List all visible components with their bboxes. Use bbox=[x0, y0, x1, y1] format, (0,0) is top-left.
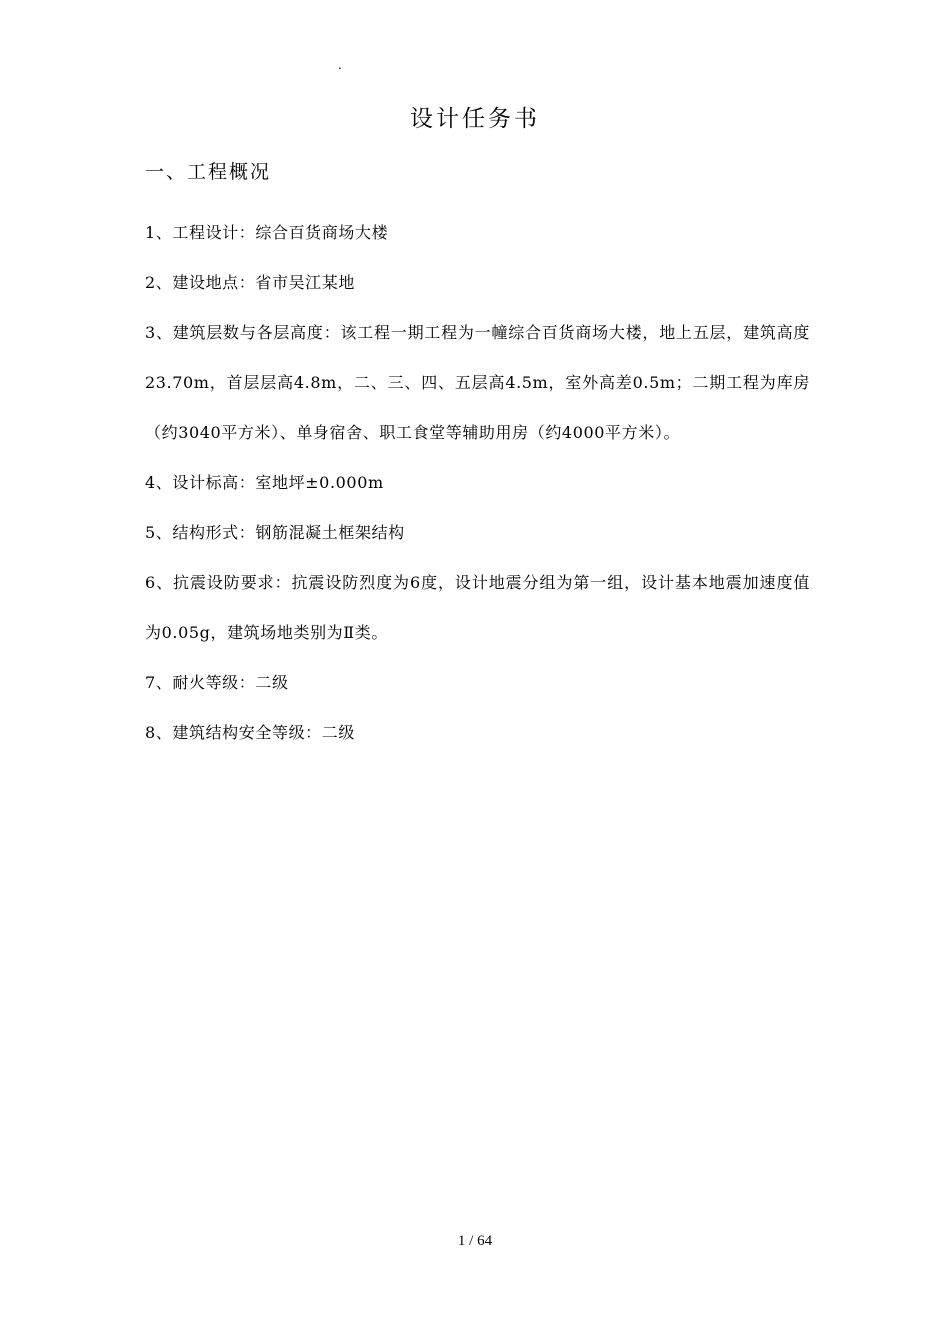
item-structural-safety-grade: 8、建筑结构安全等级：二级 bbox=[145, 723, 355, 742]
page-mark: . bbox=[338, 58, 342, 72]
item-structure-type: 5、结构形式：钢筋混凝土框架结构 bbox=[145, 523, 405, 542]
document-title: 设计任务书 bbox=[410, 106, 540, 132]
item-seismic-requirements: 6、抗震设防要求：抗震设防烈度为6度，设计地震分组为第一组，设计基本地震加速度值为0.05g，建筑场地类别为Ⅱ类。 bbox=[145, 573, 810, 642]
item-design-elevation: 4、设计标高：室地坪±0.000m bbox=[145, 473, 384, 492]
page-number: 1 / 64 bbox=[457, 1233, 493, 1249]
section-heading-project-overview: 一、工程概况 bbox=[145, 161, 272, 183]
item-project-design: 1、工程设计：综合百货商场大楼 bbox=[145, 223, 389, 242]
item-floors-and-heights: 3、建筑层数与各层高度：该工程一期工程为一幢综合百货商场大楼，地上五层，建筑高度23.70m，首层层高4.8m，二、三、四、五层高4.5m，室外高差0.5m；二期工程为库房（约3040平方米）、单身宿舍、职工食堂等辅助用房（约4000平方米）。 bbox=[145, 323, 810, 442]
item-fire-resistance-grade: 7、耐火等级：二级 bbox=[145, 673, 289, 692]
project-overview-list bbox=[145, 208, 810, 758]
item-construction-site: 2、建设地点：省市吴江某地 bbox=[145, 273, 355, 292]
